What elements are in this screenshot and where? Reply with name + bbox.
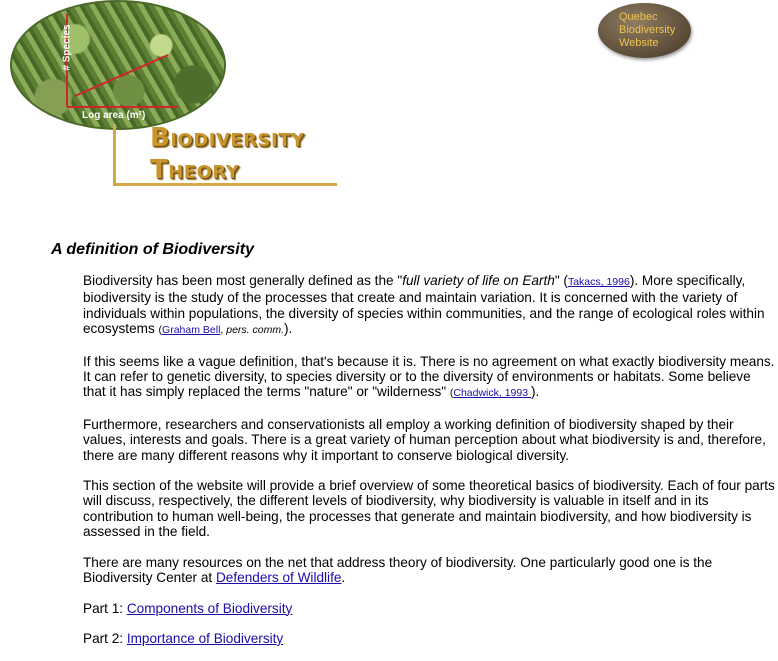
section-heading: A definition of Biodiversity bbox=[51, 241, 254, 258]
text: ( bbox=[449, 387, 454, 400]
text: " ( bbox=[554, 273, 568, 288]
text: , bbox=[220, 324, 227, 337]
text: . bbox=[341, 570, 346, 586]
badge-line3: Website bbox=[619, 37, 659, 49]
bell-citation bbox=[159, 324, 284, 336]
part-prefix: Part 1: bbox=[83, 600, 127, 616]
logo-title-line2: Theory bbox=[150, 155, 240, 185]
paragraph-resources bbox=[83, 555, 775, 586]
badge-line1: Quebec bbox=[619, 11, 658, 23]
forest-photo-graph bbox=[10, 0, 226, 130]
part-1-item bbox=[83, 601, 775, 616]
graham-bell-link[interactable]: Graham Bell bbox=[162, 324, 221, 337]
text: Biodiversity has been most generally defined as the " bbox=[83, 273, 403, 288]
x-axis-label: Log area (m²) bbox=[82, 110, 146, 121]
quebec-biodiversity-badge-link[interactable] bbox=[598, 3, 691, 58]
text: ). bbox=[531, 384, 540, 400]
chadwick-citation-link[interactable]: Chadwick, 1993 bbox=[453, 387, 531, 400]
defenders-of-wildlife-link[interactable]: Defenders of Wildlife bbox=[215, 570, 342, 586]
text: There are many resources on the net that address theory of biodiversity. One particularly good one is the Biodiversity Center at bbox=[83, 554, 713, 586]
part-2-item bbox=[83, 631, 775, 646]
logo-title-line1: Biodiversity bbox=[150, 123, 305, 153]
takacs-citation-link[interactable]: Takacs, 1996 bbox=[567, 276, 630, 288]
paragraph-working-definition: Furthermore, researchers and conservationists all employ a working definition of biodiversity shaped by their values, interests and goals. There is a great variety of human perception about what biodiversity is and, therefore, there are many different reasons why it important to conserve biological diversity. bbox=[83, 416, 766, 463]
paragraph-definition bbox=[83, 273, 775, 339]
text: ). bbox=[284, 321, 293, 337]
gold-bracket-vertical bbox=[113, 124, 116, 186]
text: ). More specifically, biodiversity is the study of the processes that create and maintain variation. It is concerned with the variety of individuals within populations, the diversity of species within communities, and the range of ecological roles within ecosystems bbox=[83, 273, 765, 337]
paragraph-section-overview: This section of the website will provide a brief overview of some theoretical basics of biodiversity. Each of four parts will discuss, respectively, the different levels of biodiversity, why biodiversity is valuable in itself and in its contribution to human well-being, the processes that generate and maintain biodiversity, and how biodiversity is assessed in the field. bbox=[83, 478, 775, 540]
text: ( bbox=[158, 324, 163, 337]
badge-line2: Biodiversity bbox=[619, 24, 676, 36]
text: If this seems like a vague definition, that's because it is. There is no agreement on what exactly biodiversity means. It can refer to genetic diversity, to species diversity or to the diversity of environments or habitats. Some believe that it has simply replaced the terms "nature" or "wilderness" bbox=[83, 353, 775, 400]
main-content bbox=[83, 273, 775, 661]
paragraph-vague-definition bbox=[83, 354, 775, 402]
pers-comm-text: pers. comm. bbox=[226, 324, 285, 337]
components-of-biodiversity-link[interactable]: Components of Biodiversity bbox=[126, 600, 293, 616]
part-prefix: Part 2: bbox=[83, 630, 127, 646]
chadwick-citation bbox=[450, 387, 531, 399]
y-axis-label: # Species bbox=[61, 24, 73, 71]
biodiversity-theory-logo bbox=[10, 0, 350, 195]
emphasis-text: full variety of life on Earth bbox=[402, 273, 555, 288]
importance-of-biodiversity-link[interactable]: Importance of Biodiversity bbox=[126, 630, 284, 646]
